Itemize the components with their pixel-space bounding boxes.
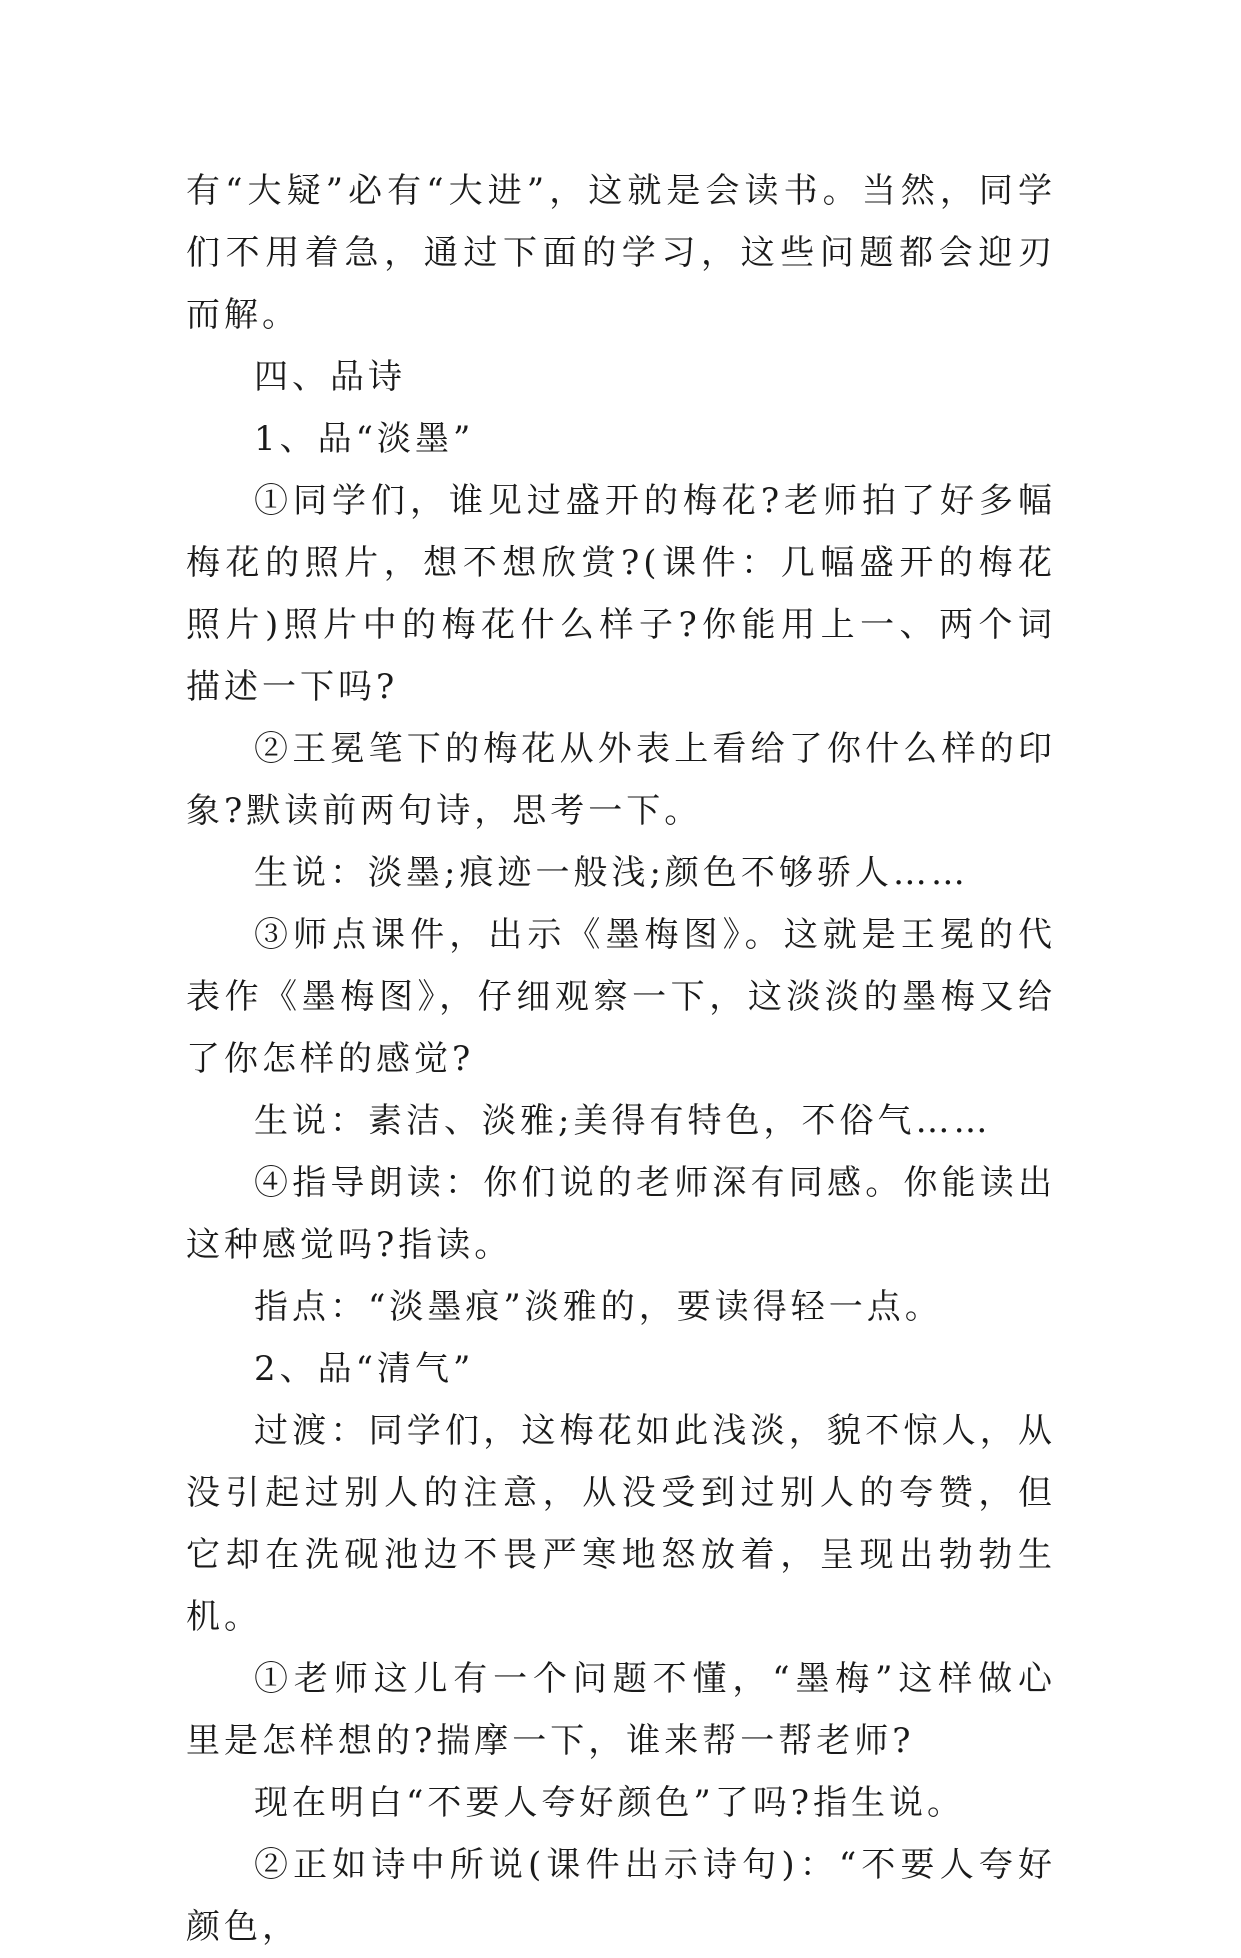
paragraph: 现在明白“不要人夸好颜色”了吗?指生说。 bbox=[254, 1783, 965, 1823]
paragraph: 指点：“淡墨痕”淡雅的，要读得轻一点。 bbox=[254, 1287, 943, 1327]
paragraph: ②正如诗中所说(课件出示诗句)：“不要人夸好颜色， bbox=[186, 1845, 1056, 1947]
subsection-heading: 1、品“淡墨” bbox=[254, 419, 475, 459]
paragraph: ②王冕笔下的梅花从外表上看给了你什么样的印象?默读前两句诗，思考一下。 bbox=[186, 729, 1056, 831]
paragraph: ④指导朗读：你们说的老师深有同感。你能读出这种感觉吗?指读。 bbox=[186, 1163, 1056, 1265]
paragraph: ③师点课件，出示《墨梅图》。这就是王冕的代表作《墨梅图》，仔细观察一下，这淡淡的墨梅又给了你怎样的感觉? bbox=[186, 915, 1056, 1079]
body-text bbox=[186, 160, 1056, 1958]
paragraph: 过渡：同学们，这梅花如此浅淡，貌不惊人，从没引起过别人的注意，从没受到过别人的夸赞，但它却在洗砚池边不畏严寒地怒放着，呈现出勃勃生机。 bbox=[186, 1411, 1056, 1637]
paragraph: ①老师这儿有一个问题不懂，“墨梅”这样做心里是怎样想的?揣摩一下，谁来帮一帮老师? bbox=[186, 1659, 1056, 1761]
paragraph: 有“大疑”必有“大进”，这就是会读书。当然，同学们不用着急，通过下面的学习，这些问题都会迎刃而解。 bbox=[186, 171, 1056, 335]
section-heading: 四、品诗 bbox=[254, 357, 406, 397]
paragraph: 生说：素洁、淡雅;美得有特色，不俗气…… bbox=[254, 1101, 992, 1141]
subsection-heading: 2、品“清气” bbox=[254, 1349, 475, 1389]
paragraph: 生说：淡墨;痕迹一般浅;颜色不够骄人…… bbox=[254, 853, 969, 893]
paragraph: ①同学们，谁见过盛开的梅花?老师拍了好多幅梅花的照片，想不想欣赏?(课件：几幅盛开的梅花照片)照片中的梅花什么样子?你能用上一、两个词描述一下吗? bbox=[186, 481, 1056, 707]
